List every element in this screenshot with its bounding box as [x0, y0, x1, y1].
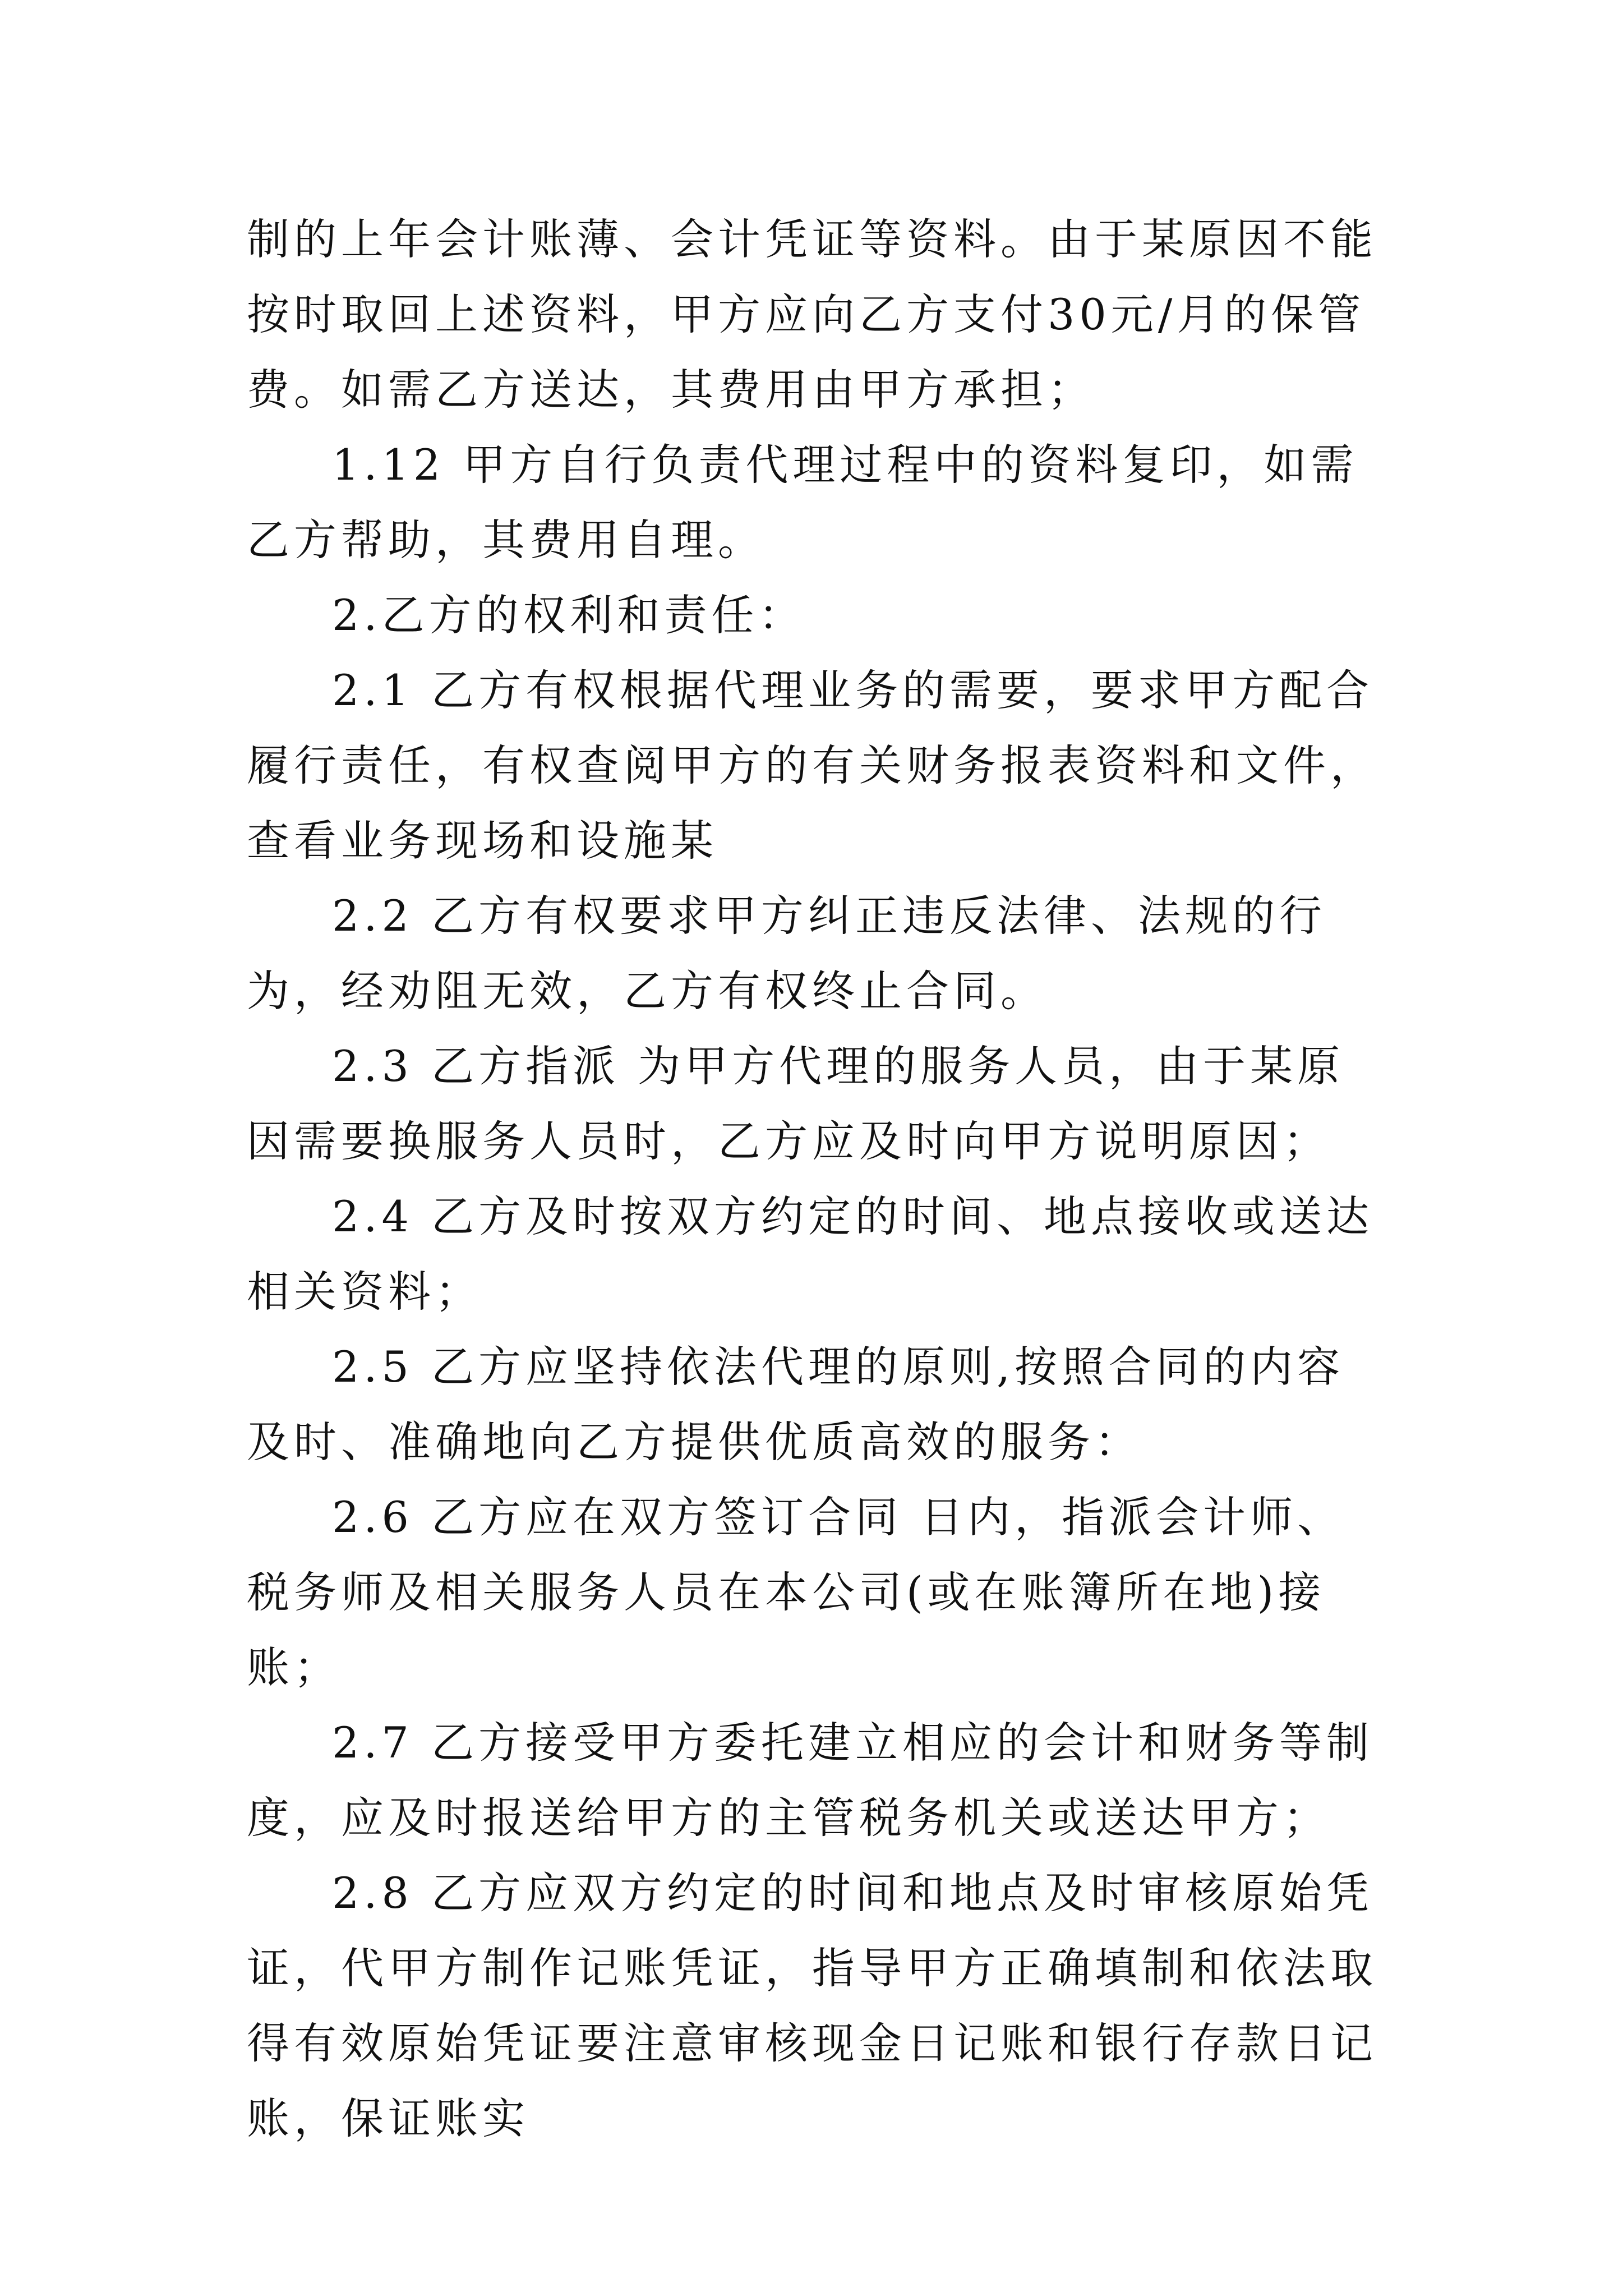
paragraph: 2.6 乙方应在双方签订合同 日内，指派会计师、税务师及相关服务人员在本公司(或在账簿所在地)接账； — [247, 1492, 1345, 1692]
paragraph: 2.1 乙方有权根据代理业务的需要，要求甲方配合履行责任，有权查阅甲方的有关财务报表资料和文件，查看业务现场和设施某 — [247, 665, 1377, 866]
paragraph: 1.12 甲方自行负责代理过程中的资料复印，如需乙方帮助，其费用自理。 — [247, 440, 1358, 565]
paragraph: 2.4 乙方及时按双方约定的时间、地点接收或送达相关资料； — [247, 1191, 1374, 1317]
document-body — [247, 202, 1380, 2156]
paragraph: 2.3 乙方指派 为甲方代理的服务人员，由于某原因需要换服务人员时，乙方应及时向甲方说明原因； — [247, 1041, 1345, 1166]
paragraph: 2.2 乙方有权要求甲方纠正违反法律、法规的行为，经劝阻无效，乙方有权终止合同。 — [247, 891, 1327, 1016]
paragraph: 制的上年会计账薄、会计凭证等资料。由于某原因不能按时取回上述资料，甲方应向乙方支付30元/月的保管费。如需乙方送达，其费用由甲方承担； — [247, 214, 1377, 415]
section-heading: 2.乙方的权利和责任： — [332, 590, 806, 640]
paragraph: 2.5 乙方应坚持依法代理的原则,按照合同的内容及时、准确地向乙方提供优质高效的服务： — [247, 1342, 1345, 1467]
paragraph: 2.8 乙方应双方约定的时间和地点及时审核原始凭证，代甲方制作记账凭证，指导甲方正确填制和依法取得有效原始凭证要注意审核现金日记账和银行存款日记账，保证账实 — [247, 1868, 1377, 2143]
paragraph: 2.7 乙方接受甲方委托建立相应的会计和财务等制度，应及时报送给甲方的主管税务机关或送达甲方； — [247, 1718, 1374, 1843]
